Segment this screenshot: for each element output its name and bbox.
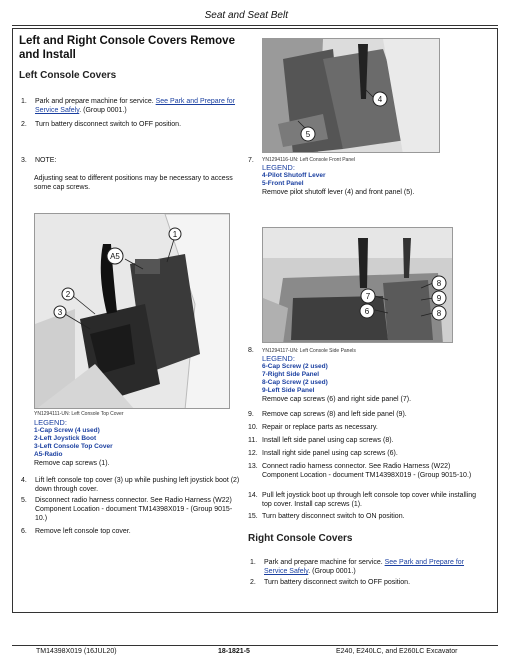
step-r14: 14. Pull left joystick boot up through left console top cover while installing top cover. Install cap screws (1). — [248, 492, 477, 508]
step-l4: 4. Lift left console top cover (3) up while pushing left joystick boot (2) down through cover. — [21, 477, 240, 493]
fig3-caption: YN1294117-UN: Left Console Side Panels — [262, 348, 356, 354]
park-prepare-link-1[interactable]: See Park and Prepare for Service Safely — [35, 98, 236, 114]
svg-text:4: 4 — [377, 95, 383, 104]
svg-text:1: 1 — [172, 230, 178, 239]
section-title: Left and Right Console Covers Remove and Install — [19, 35, 235, 61]
step-r9: 9. Remove cap screws (8) and left side panel (9). — [248, 411, 407, 418]
fig1-legend: LEGEND: 1-Cap Screw (4 used) 2-Left Joystick Boot 3-Left Console Top Cover A5-Radio Remove cap screws (1). — [34, 418, 113, 467]
svg-text:5: 5 — [305, 130, 311, 139]
svg-text:8: 8 — [436, 279, 442, 288]
figure-left-console-front-panel — [262, 38, 440, 153]
fig2-legend: LEGEND: 4-Pilot Shutoff Lever 5-Front Panel Remove pilot shutoff lever (4) and front panel (5). — [262, 163, 415, 196]
fig1-caption: YN1294111-UN: Left Console Top Cover — [34, 411, 124, 417]
footer-doc-id: TM14398X019 (16JUL20) — [36, 648, 117, 655]
figure-left-console-side-panels — [262, 227, 453, 343]
step-l1: 1. Park and prepare machine for service. See Park and Prepare for Service Safely. (Group 0001.) — [21, 98, 236, 114]
footer-machine-models: E240, E240LC, and E260LC Excavator — [336, 648, 458, 655]
svg-text:6: 6 — [364, 307, 370, 316]
step-l6: 6. Remove left console top cover. — [21, 528, 131, 535]
step-r13: 13. Connect radio harness connector. See Radio Harness (W22) Component Location - document TM14398X019 - (Group 9015-10.) — [248, 463, 472, 479]
fig2-step-num: 7. — [248, 157, 254, 164]
header-divider — [12, 25, 498, 26]
fig3-legend: LEGEND: 6-Cap Screw (2 used) 7-Right Side Panel 8-Cap Screw (2 used) 9-Left Side Panel Remove cap screws (6) and right side panel (7). — [262, 354, 412, 403]
svg-text:3: 3 — [57, 308, 63, 317]
step-rc1: 1. Park and prepare machine for service. See Park and Prepare for Service Safely. (Group 0001.) — [250, 559, 465, 575]
svg-text:A5: A5 — [110, 252, 120, 261]
fig2-caption: YN1294116-UN: Left Console Front Panel — [262, 157, 356, 163]
step-r10: 10. Repair or replace parts as necessary. — [248, 424, 378, 431]
park-prepare-link-2[interactable]: See Park and Prepare for Service Safely — [264, 559, 465, 575]
step-l2: 2. Turn battery disconnect switch to OFF position. — [21, 121, 182, 128]
step-l5: 5. Disconnect radio harness connector. See Radio Harness (W22) Component Location - document TM14398X019 - (Group 9015-10.) — [21, 497, 233, 522]
fig3-callouts — [263, 228, 453, 343]
footer-divider — [12, 645, 498, 646]
svg-text:9: 9 — [436, 294, 442, 303]
fig3-step-num: 8. — [248, 347, 254, 354]
figure-left-console-top-cover — [34, 213, 230, 409]
footer-page-number: 18-1821-5 — [218, 648, 250, 655]
svg-text:2: 2 — [65, 290, 71, 299]
fig2-callouts — [263, 39, 440, 153]
step-l3: 3. NOTE: — [21, 157, 57, 164]
step-r12: 12. Install right side panel using cap screws (6). — [248, 450, 398, 457]
svg-text:8: 8 — [436, 309, 442, 318]
left-console-heading: Left Console Covers — [19, 70, 117, 81]
left-column — [19, 34, 247, 81]
right-console-heading: Right Console Covers — [248, 533, 353, 544]
step-rc2: 2. Turn battery disconnect switch to OFF position. — [250, 579, 411, 586]
step-r15: 15. Turn battery disconnect switch to ON position. — [248, 513, 405, 520]
svg-text:7: 7 — [365, 292, 371, 301]
step-r11: 11. Install left side panel using cap screws (8). — [248, 437, 394, 444]
page-header-title: Seat and Seat Belt — [204, 10, 288, 21]
fig1-callouts — [35, 214, 230, 409]
note-text: Adjusting seat to different positions may be necessary to access some cap screws. — [34, 175, 233, 191]
